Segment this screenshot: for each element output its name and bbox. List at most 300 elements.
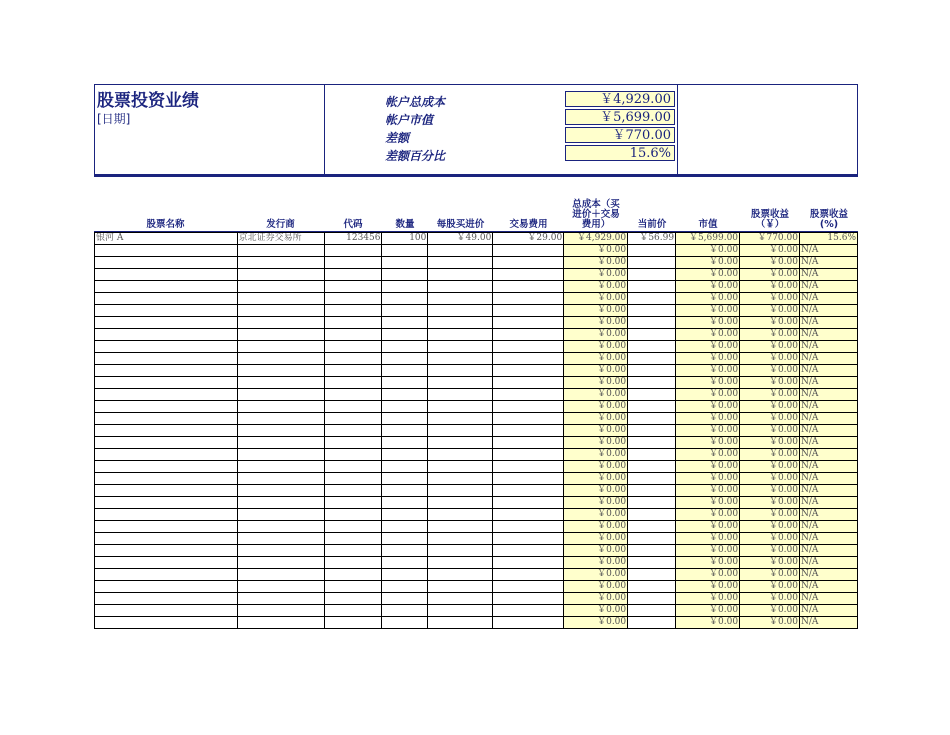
cell-quantity[interactable] — [382, 617, 428, 629]
cell-quantity[interactable] — [382, 317, 428, 329]
cell-total-cost[interactable]: ￥0.00 — [564, 605, 628, 617]
cell-gain-percent[interactable]: N/A — [799, 497, 857, 509]
cell-market-value[interactable]: ￥0.00 — [676, 449, 740, 461]
cell-gain-amount[interactable]: ￥0.00 — [740, 305, 800, 317]
cell-stock-name[interactable] — [95, 521, 238, 533]
cell-trade-fee[interactable] — [493, 293, 564, 305]
cell-trade-fee[interactable] — [493, 605, 564, 617]
cell-market-value[interactable]: ￥0.00 — [676, 557, 740, 569]
cell-issuer[interactable] — [237, 461, 324, 473]
cell-current-price[interactable] — [628, 245, 676, 257]
cell-total-cost[interactable]: ￥0.00 — [564, 413, 628, 425]
cell-market-value[interactable]: ￥0.00 — [676, 269, 740, 281]
cell-gain-amount[interactable]: ￥0.00 — [740, 545, 800, 557]
cell-gain-percent[interactable]: N/A — [799, 449, 857, 461]
cell-current-price[interactable] — [628, 617, 676, 629]
cell-quantity[interactable] — [382, 305, 428, 317]
cell-trade-fee[interactable] — [493, 461, 564, 473]
cell-code[interactable] — [324, 413, 382, 425]
cell-trade-fee[interactable] — [493, 281, 564, 293]
cell-gain-percent[interactable]: N/A — [799, 377, 857, 389]
cell-code[interactable] — [324, 545, 382, 557]
cell-gain-percent[interactable]: N/A — [799, 533, 857, 545]
col-header-trade-fee[interactable]: 交易费用 — [509, 219, 548, 230]
cell-issuer[interactable]: 京北证券交易所 — [237, 233, 324, 245]
cell-current-price[interactable] — [628, 401, 676, 413]
cell-buy-price[interactable] — [428, 437, 493, 449]
cell-gain-amount[interactable]: ￥0.00 — [740, 377, 800, 389]
cell-total-cost[interactable]: ￥0.00 — [564, 425, 628, 437]
cell-current-price[interactable] — [628, 257, 676, 269]
cell-stock-name[interactable] — [95, 533, 238, 545]
account-market-value-value[interactable]: ￥5,699.00 — [565, 109, 675, 125]
cell-total-cost[interactable]: ￥0.00 — [564, 365, 628, 377]
cell-code[interactable] — [324, 305, 382, 317]
col-header-quantity[interactable]: 数量 — [395, 219, 415, 230]
cell-stock-name[interactable] — [95, 473, 238, 485]
cell-quantity[interactable] — [382, 425, 428, 437]
cell-issuer[interactable] — [237, 449, 324, 461]
cell-quantity[interactable] — [382, 509, 428, 521]
cell-current-price[interactable] — [628, 389, 676, 401]
cell-market-value[interactable]: ￥0.00 — [676, 581, 740, 593]
cell-current-price[interactable] — [628, 461, 676, 473]
cell-quantity[interactable] — [382, 557, 428, 569]
cell-stock-name[interactable] — [95, 305, 238, 317]
cell-code[interactable] — [324, 377, 382, 389]
difference-value[interactable]: ￥770.00 — [565, 127, 675, 143]
cell-gain-amount[interactable]: ￥0.00 — [740, 497, 800, 509]
cell-stock-name[interactable] — [95, 341, 238, 353]
cell-stock-name[interactable] — [95, 461, 238, 473]
cell-gain-percent[interactable]: N/A — [799, 365, 857, 377]
col-header-gain-amount[interactable] — [740, 210, 800, 230]
cell-trade-fee[interactable] — [493, 377, 564, 389]
cell-total-cost[interactable]: ￥0.00 — [564, 461, 628, 473]
cell-gain-amount[interactable]: ￥0.00 — [740, 593, 800, 605]
cell-quantity[interactable] — [382, 281, 428, 293]
cell-stock-name[interactable] — [95, 557, 238, 569]
cell-gain-amount[interactable]: ￥0.00 — [740, 437, 800, 449]
cell-quantity[interactable] — [382, 569, 428, 581]
cell-quantity[interactable] — [382, 365, 428, 377]
cell-code[interactable]: 123456 — [324, 233, 382, 245]
cell-code[interactable] — [324, 269, 382, 281]
cell-market-value[interactable]: ￥0.00 — [676, 353, 740, 365]
cell-gain-percent[interactable]: 15.6% — [799, 233, 857, 245]
cell-trade-fee[interactable] — [493, 497, 564, 509]
cell-issuer[interactable] — [237, 581, 324, 593]
cell-issuer[interactable] — [237, 545, 324, 557]
cell-gain-amount[interactable]: ￥770.00 — [740, 233, 800, 245]
cell-buy-price[interactable] — [428, 533, 493, 545]
cell-total-cost[interactable]: ￥0.00 — [564, 401, 628, 413]
cell-quantity[interactable] — [382, 449, 428, 461]
cell-code[interactable] — [324, 341, 382, 353]
cell-issuer[interactable] — [237, 557, 324, 569]
cell-code[interactable] — [324, 485, 382, 497]
cell-issuer[interactable] — [237, 401, 324, 413]
cell-current-price[interactable] — [628, 413, 676, 425]
cell-buy-price[interactable] — [428, 497, 493, 509]
cell-buy-price[interactable] — [428, 365, 493, 377]
cell-gain-percent[interactable]: N/A — [799, 485, 857, 497]
cell-stock-name[interactable] — [95, 593, 238, 605]
col-header-market-value[interactable]: 市值 — [698, 219, 718, 230]
cell-stock-name[interactable] — [95, 569, 238, 581]
title-cell[interactable] — [95, 85, 325, 174]
cell-quantity[interactable] — [382, 269, 428, 281]
cell-issuer[interactable] — [237, 425, 324, 437]
cell-gain-percent[interactable]: N/A — [799, 473, 857, 485]
cell-buy-price[interactable] — [428, 305, 493, 317]
cell-stock-name[interactable] — [95, 389, 238, 401]
cell-issuer[interactable] — [237, 281, 324, 293]
cell-code[interactable] — [324, 497, 382, 509]
col-header-buy-price[interactable]: 每股买进价 — [436, 219, 485, 230]
cell-issuer[interactable] — [237, 509, 324, 521]
cell-trade-fee[interactable]: ￥29.00 — [493, 233, 564, 245]
cell-gain-amount[interactable]: ￥0.00 — [740, 617, 800, 629]
cell-total-cost[interactable]: ￥0.00 — [564, 521, 628, 533]
cell-buy-price[interactable] — [428, 269, 493, 281]
cell-trade-fee[interactable] — [493, 437, 564, 449]
cell-gain-amount[interactable]: ￥0.00 — [740, 473, 800, 485]
cell-total-cost[interactable]: ￥0.00 — [564, 545, 628, 557]
cell-gain-amount[interactable]: ￥0.00 — [740, 329, 800, 341]
cell-trade-fee[interactable] — [493, 617, 564, 629]
cell-market-value[interactable]: ￥0.00 — [676, 521, 740, 533]
cell-issuer[interactable] — [237, 521, 324, 533]
cell-issuer[interactable] — [237, 593, 324, 605]
cell-current-price[interactable] — [628, 341, 676, 353]
cell-issuer[interactable] — [237, 353, 324, 365]
cell-current-price[interactable]: ￥56.99 — [628, 233, 676, 245]
cell-gain-amount[interactable]: ￥0.00 — [740, 605, 800, 617]
cell-code[interactable] — [324, 401, 382, 413]
cell-quantity[interactable] — [382, 341, 428, 353]
cell-buy-price[interactable] — [428, 461, 493, 473]
cell-trade-fee[interactable] — [493, 449, 564, 461]
cell-gain-percent[interactable]: N/A — [799, 317, 857, 329]
cell-buy-price[interactable] — [428, 401, 493, 413]
cell-gain-percent[interactable]: N/A — [799, 617, 857, 629]
cell-trade-fee[interactable] — [493, 581, 564, 593]
cell-current-price[interactable] — [628, 521, 676, 533]
cell-stock-name[interactable] — [95, 269, 238, 281]
cell-total-cost[interactable]: ￥0.00 — [564, 485, 628, 497]
cell-quantity[interactable] — [382, 533, 428, 545]
cell-gain-amount[interactable]: ￥0.00 — [740, 281, 800, 293]
cell-total-cost[interactable]: ￥0.00 — [564, 329, 628, 341]
cell-code[interactable] — [324, 257, 382, 269]
cell-market-value[interactable]: ￥0.00 — [676, 413, 740, 425]
cell-stock-name[interactable] — [95, 365, 238, 377]
cell-gain-percent[interactable]: N/A — [799, 461, 857, 473]
cell-quantity[interactable] — [382, 329, 428, 341]
cell-market-value[interactable]: ￥0.00 — [676, 437, 740, 449]
cell-quantity[interactable] — [382, 245, 428, 257]
cell-buy-price[interactable] — [428, 245, 493, 257]
cell-market-value[interactable]: ￥0.00 — [676, 245, 740, 257]
cell-gain-percent[interactable]: N/A — [799, 329, 857, 341]
cell-code[interactable] — [324, 605, 382, 617]
cell-stock-name[interactable] — [95, 245, 238, 257]
cell-code[interactable] — [324, 425, 382, 437]
cell-buy-price[interactable] — [428, 569, 493, 581]
cell-issuer[interactable] — [237, 365, 324, 377]
cell-current-price[interactable] — [628, 329, 676, 341]
cell-gain-amount[interactable]: ￥0.00 — [740, 557, 800, 569]
cell-trade-fee[interactable] — [493, 305, 564, 317]
cell-total-cost[interactable]: ￥0.00 — [564, 593, 628, 605]
cell-gain-amount[interactable]: ￥0.00 — [740, 413, 800, 425]
cell-total-cost[interactable]: ￥0.00 — [564, 437, 628, 449]
cell-total-cost[interactable]: ￥0.00 — [564, 341, 628, 353]
cell-code[interactable] — [324, 329, 382, 341]
cell-stock-name[interactable] — [95, 401, 238, 413]
cell-gain-percent[interactable]: N/A — [799, 557, 857, 569]
cell-buy-price[interactable] — [428, 389, 493, 401]
cell-buy-price[interactable] — [428, 341, 493, 353]
cell-trade-fee[interactable] — [493, 413, 564, 425]
cell-gain-amount[interactable]: ￥0.00 — [740, 581, 800, 593]
cell-total-cost[interactable]: ￥0.00 — [564, 473, 628, 485]
cell-market-value[interactable]: ￥0.00 — [676, 341, 740, 353]
cell-code[interactable] — [324, 281, 382, 293]
cell-stock-name[interactable] — [95, 617, 238, 629]
cell-current-price[interactable] — [628, 269, 676, 281]
cell-gain-amount[interactable]: ￥0.00 — [740, 569, 800, 581]
cell-stock-name[interactable] — [95, 449, 238, 461]
col-header-code[interactable]: 代码 — [343, 219, 363, 230]
cell-current-price[interactable] — [628, 425, 676, 437]
cell-total-cost[interactable]: ￥0.00 — [564, 317, 628, 329]
cell-total-cost[interactable]: ￥0.00 — [564, 449, 628, 461]
cell-buy-price[interactable] — [428, 353, 493, 365]
cell-gain-percent[interactable]: N/A — [799, 581, 857, 593]
cell-market-value[interactable]: ￥0.00 — [676, 401, 740, 413]
cell-market-value[interactable]: ￥0.00 — [676, 329, 740, 341]
cell-gain-percent[interactable]: N/A — [799, 293, 857, 305]
cell-code[interactable] — [324, 593, 382, 605]
cell-trade-fee[interactable] — [493, 425, 564, 437]
cell-total-cost[interactable]: ￥0.00 — [564, 245, 628, 257]
cell-stock-name[interactable] — [95, 377, 238, 389]
cell-stock-name[interactable]: 银河 A — [95, 233, 238, 245]
cell-buy-price[interactable] — [428, 449, 493, 461]
cell-trade-fee[interactable] — [493, 245, 564, 257]
cell-code[interactable] — [324, 581, 382, 593]
account-total-cost-value[interactable]: ￥4,929.00 — [565, 91, 675, 107]
cell-buy-price[interactable] — [428, 581, 493, 593]
cell-gain-amount[interactable]: ￥0.00 — [740, 485, 800, 497]
cell-quantity[interactable] — [382, 545, 428, 557]
cell-issuer[interactable] — [237, 377, 324, 389]
cell-code[interactable] — [324, 557, 382, 569]
cell-market-value[interactable]: ￥0.00 — [676, 545, 740, 557]
cell-trade-fee[interactable] — [493, 569, 564, 581]
cell-issuer[interactable] — [237, 317, 324, 329]
cell-market-value[interactable]: ￥0.00 — [676, 617, 740, 629]
cell-trade-fee[interactable] — [493, 353, 564, 365]
cell-issuer[interactable] — [237, 533, 324, 545]
cell-gain-percent[interactable]: N/A — [799, 353, 857, 365]
cell-stock-name[interactable] — [95, 329, 238, 341]
cell-total-cost[interactable]: ￥0.00 — [564, 305, 628, 317]
cell-gain-amount[interactable]: ￥0.00 — [740, 353, 800, 365]
cell-total-cost[interactable]: ￥0.00 — [564, 581, 628, 593]
cell-stock-name[interactable] — [95, 257, 238, 269]
cell-market-value[interactable]: ￥0.00 — [676, 389, 740, 401]
cell-gain-amount[interactable]: ￥0.00 — [740, 533, 800, 545]
cell-gain-percent[interactable]: N/A — [799, 413, 857, 425]
cell-total-cost[interactable]: ￥4,929.00 — [564, 233, 628, 245]
cell-stock-name[interactable] — [95, 413, 238, 425]
cell-buy-price[interactable] — [428, 317, 493, 329]
cell-total-cost[interactable]: ￥0.00 — [564, 497, 628, 509]
cell-total-cost[interactable]: ￥0.00 — [564, 509, 628, 521]
cell-buy-price[interactable] — [428, 413, 493, 425]
cell-gain-amount[interactable]: ￥0.00 — [740, 317, 800, 329]
cell-code[interactable] — [324, 389, 382, 401]
cell-gain-amount[interactable]: ￥0.00 — [740, 389, 800, 401]
cell-stock-name[interactable] — [95, 509, 238, 521]
cell-current-price[interactable] — [628, 377, 676, 389]
cell-total-cost[interactable]: ￥0.00 — [564, 269, 628, 281]
cell-market-value[interactable]: ￥0.00 — [676, 497, 740, 509]
cell-buy-price[interactable] — [428, 377, 493, 389]
cell-quantity[interactable] — [382, 257, 428, 269]
cell-quantity[interactable] — [382, 581, 428, 593]
cell-buy-price[interactable] — [428, 473, 493, 485]
cell-quantity[interactable] — [382, 605, 428, 617]
cell-total-cost[interactable]: ￥0.00 — [564, 389, 628, 401]
date-field[interactable]: [日期] — [97, 112, 131, 126]
cell-gain-percent[interactable]: N/A — [799, 401, 857, 413]
cell-market-value[interactable]: ￥0.00 — [676, 509, 740, 521]
cell-trade-fee[interactable] — [493, 509, 564, 521]
cell-quantity[interactable] — [382, 413, 428, 425]
cell-current-price[interactable] — [628, 605, 676, 617]
cell-trade-fee[interactable] — [493, 365, 564, 377]
cell-current-price[interactable] — [628, 353, 676, 365]
cell-stock-name[interactable] — [95, 317, 238, 329]
cell-buy-price[interactable] — [428, 521, 493, 533]
cell-gain-percent[interactable]: N/A — [799, 545, 857, 557]
cell-gain-amount[interactable]: ￥0.00 — [740, 461, 800, 473]
cell-trade-fee[interactable] — [493, 533, 564, 545]
cell-current-price[interactable] — [628, 593, 676, 605]
cell-issuer[interactable] — [237, 341, 324, 353]
cell-gain-percent[interactable]: N/A — [799, 281, 857, 293]
cell-code[interactable] — [324, 473, 382, 485]
cell-market-value[interactable]: ￥0.00 — [676, 365, 740, 377]
cell-gain-percent[interactable]: N/A — [799, 521, 857, 533]
cell-stock-name[interactable] — [95, 485, 238, 497]
cell-issuer[interactable] — [237, 329, 324, 341]
cell-market-value[interactable]: ￥0.00 — [676, 317, 740, 329]
cell-gain-percent[interactable]: N/A — [799, 341, 857, 353]
cell-gain-amount[interactable]: ￥0.00 — [740, 365, 800, 377]
cell-quantity[interactable] — [382, 593, 428, 605]
cell-total-cost[interactable]: ￥0.00 — [564, 257, 628, 269]
cell-buy-price[interactable] — [428, 545, 493, 557]
cell-current-price[interactable] — [628, 557, 676, 569]
cell-trade-fee[interactable] — [493, 485, 564, 497]
cell-gain-amount[interactable]: ￥0.00 — [740, 269, 800, 281]
cell-code[interactable] — [324, 461, 382, 473]
cell-buy-price[interactable] — [428, 557, 493, 569]
cell-quantity[interactable] — [382, 497, 428, 509]
cell-gain-amount[interactable]: ￥0.00 — [740, 401, 800, 413]
cell-quantity[interactable] — [382, 293, 428, 305]
cell-gain-percent[interactable]: N/A — [799, 437, 857, 449]
cell-gain-percent[interactable]: N/A — [799, 509, 857, 521]
cell-gain-amount[interactable]: ￥0.00 — [740, 521, 800, 533]
cell-gain-amount[interactable]: ￥0.00 — [740, 425, 800, 437]
cell-buy-price[interactable] — [428, 293, 493, 305]
cell-current-price[interactable] — [628, 497, 676, 509]
cell-quantity[interactable] — [382, 389, 428, 401]
cell-code[interactable] — [324, 245, 382, 257]
cell-current-price[interactable] — [628, 437, 676, 449]
cell-market-value[interactable]: ￥0.00 — [676, 473, 740, 485]
cell-issuer[interactable] — [237, 437, 324, 449]
cell-quantity[interactable] — [382, 473, 428, 485]
cell-code[interactable] — [324, 317, 382, 329]
cell-current-price[interactable] — [628, 473, 676, 485]
cell-trade-fee[interactable] — [493, 401, 564, 413]
cell-stock-name[interactable] — [95, 425, 238, 437]
cell-issuer[interactable] — [237, 413, 324, 425]
cell-gain-percent[interactable]: N/A — [799, 305, 857, 317]
cell-market-value[interactable]: ￥0.00 — [676, 485, 740, 497]
cell-quantity[interactable] — [382, 485, 428, 497]
cell-trade-fee[interactable] — [493, 341, 564, 353]
cell-issuer[interactable] — [237, 605, 324, 617]
cell-market-value[interactable]: ￥0.00 — [676, 533, 740, 545]
cell-code[interactable] — [324, 293, 382, 305]
cell-market-value[interactable]: ￥0.00 — [676, 377, 740, 389]
cell-gain-percent[interactable]: N/A — [799, 569, 857, 581]
col-header-total-cost[interactable] — [564, 200, 628, 230]
col-header-stock-name[interactable]: 股票名称 — [146, 219, 185, 230]
cell-market-value[interactable]: ￥0.00 — [676, 257, 740, 269]
cell-issuer[interactable] — [237, 569, 324, 581]
cell-total-cost[interactable]: ￥0.00 — [564, 281, 628, 293]
cell-issuer[interactable] — [237, 305, 324, 317]
cell-issuer[interactable] — [237, 389, 324, 401]
cell-current-price[interactable] — [628, 281, 676, 293]
cell-gain-percent[interactable]: N/A — [799, 425, 857, 437]
cell-quantity[interactable] — [382, 353, 428, 365]
cell-code[interactable] — [324, 617, 382, 629]
cell-code[interactable] — [324, 569, 382, 581]
cell-code[interactable] — [324, 353, 382, 365]
cell-stock-name[interactable] — [95, 293, 238, 305]
cell-buy-price[interactable]: ￥49.00 — [428, 233, 493, 245]
cell-gain-percent[interactable]: N/A — [799, 269, 857, 281]
cell-current-price[interactable] — [628, 485, 676, 497]
cell-issuer[interactable] — [237, 473, 324, 485]
cell-gain-percent[interactable]: N/A — [799, 257, 857, 269]
cell-stock-name[interactable] — [95, 545, 238, 557]
cell-issuer[interactable] — [237, 617, 324, 629]
cell-code[interactable] — [324, 449, 382, 461]
cell-trade-fee[interactable] — [493, 329, 564, 341]
cell-total-cost[interactable]: ￥0.00 — [564, 293, 628, 305]
